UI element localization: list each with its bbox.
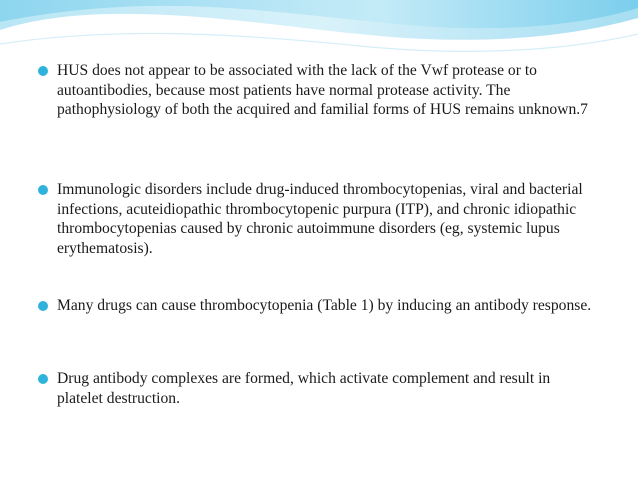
bullet-text: Many drugs can cause thrombocytopenia (Table 1) by inducing an antibody response. — [57, 297, 592, 314]
bullet-dot-icon — [38, 301, 48, 311]
bullet-text: Immunologic disorders include drug-induced thrombocytopenias, viral and bacterial infections, acuteidiopathic thrombocytopenic purpura (ITP), and chronic idiopathic thrombocytopenias caused by chronic autoimmune disorders (eg, systemic lupus erythematosis). — [57, 181, 583, 257]
bullet-text: Drug antibody complexes are formed, which activate complement and result in platelet destruction. — [57, 370, 551, 407]
bullet-dot-icon — [38, 374, 48, 384]
bullet-item — [38, 61, 598, 120]
bullet-dot-icon — [38, 66, 48, 76]
bullet-item — [38, 369, 598, 408]
header-wave-decoration — [0, 0, 638, 60]
wave-line — [0, 33, 638, 51]
bullet-text: HUS does not appear to be associated with the lack of the Vwf protease or to autoantibodies, because most patients have normal protease activity. The pathophysiology of both the acquired and familial forms of HUS remains unknown.7 — [57, 62, 588, 119]
bullet-item — [38, 296, 598, 316]
bullet-dot-icon — [38, 185, 48, 195]
bullet-item — [38, 180, 598, 258]
